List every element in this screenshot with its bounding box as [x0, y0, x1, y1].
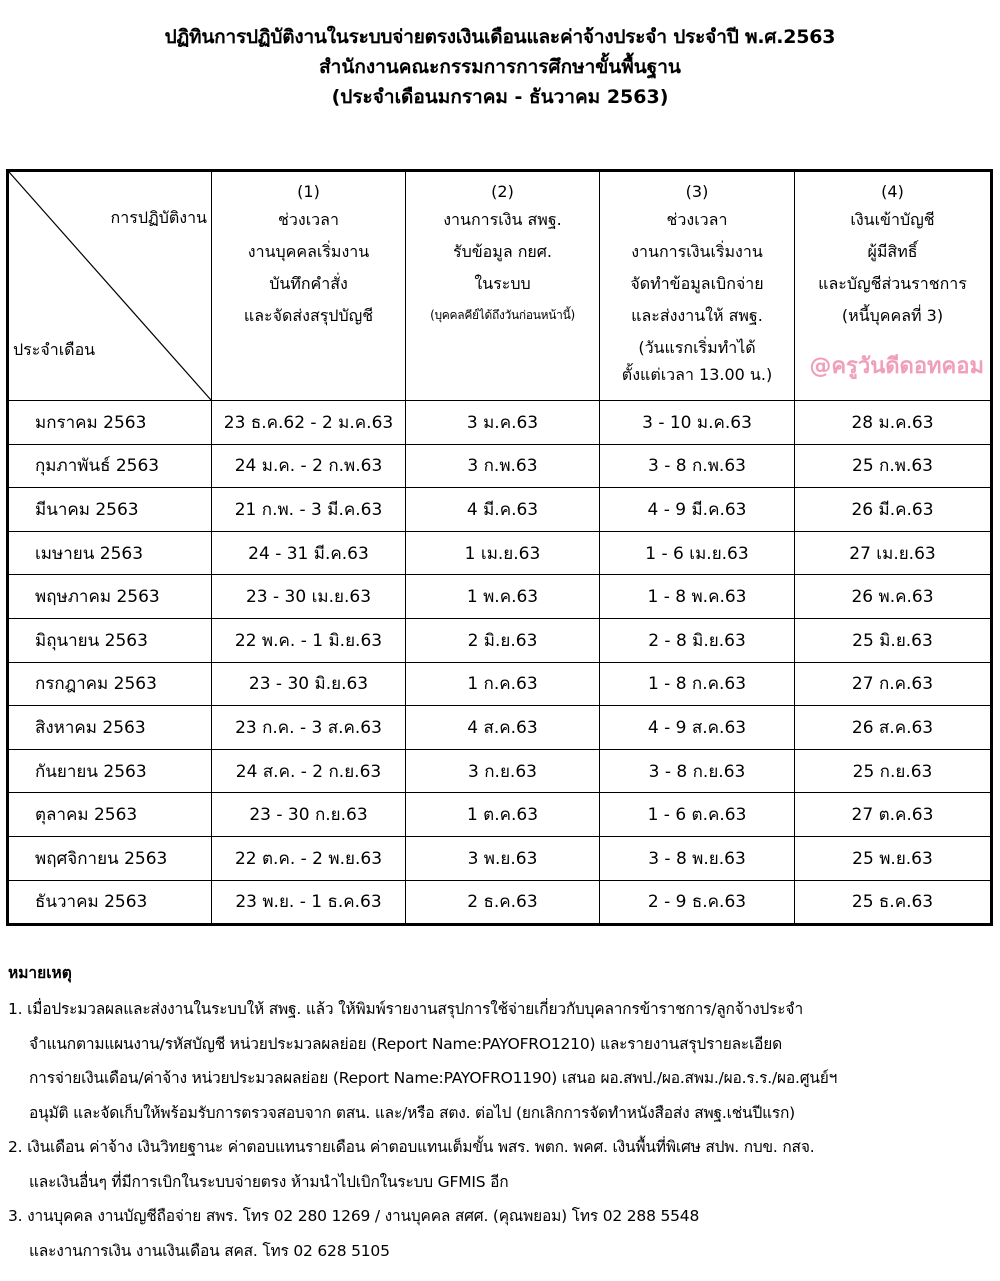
note-line: และงานการเงิน งานเงินเดือน สคส. โทร 02 628 5105 — [29, 1241, 390, 1260]
column-2-cell: 2 ธ.ค.63 — [406, 880, 600, 925]
column-2-cell: 3 ก.พ.63 — [406, 444, 600, 488]
column-1-cell: 23 - 30 มิ.ย.63 — [212, 662, 406, 706]
column-header-3 — [600, 171, 795, 401]
column-header-line: และส่งงานให้ สพฐ. — [631, 306, 763, 325]
column-3-cell: 3 - 10 ม.ค.63 — [600, 401, 795, 445]
column-4-cell: 25 มิ.ย.63 — [795, 618, 992, 662]
column-2-cell: 2 มิ.ย.63 — [406, 618, 600, 662]
notes-heading: หมายเหตุ — [8, 964, 72, 982]
month-cell: สิงหาคม 2563 — [8, 706, 212, 750]
table-row — [8, 531, 992, 575]
column-1-cell: 24 - 31 มี.ค.63 — [212, 531, 406, 575]
column-4-cell: 25 ธ.ค.63 — [795, 880, 992, 925]
month-cell: พฤศจิกายน 2563 — [8, 836, 212, 880]
column-3-cell: 4 - 9 มี.ค.63 — [600, 488, 795, 532]
column-header-line: จัดทำข้อมูลเบิกจ่าย — [630, 274, 764, 293]
month-cell: ธันวาคม 2563 — [8, 880, 212, 925]
column-4-cell: 25 ก.ย.63 — [795, 749, 992, 793]
table-row — [8, 488, 992, 532]
column-header-line: ในระบบ — [474, 274, 531, 293]
column-2-cell: 1 เม.ย.63 — [406, 531, 600, 575]
table-row — [8, 880, 992, 925]
column-header-line: ช่วงเวลา — [278, 210, 339, 229]
column-2-cell: 1 ต.ค.63 — [406, 793, 600, 837]
note-line: การจ่ายเงินเดือน/ค่าจ้าง หน่วยประมวลผลย่อย (Report Name:PAYOFRO1190) เสนอ ผอ.สพป./ผอ.สพม./ผอ.ร.ร./ผอ.ศูนย์ฯ — [29, 1069, 838, 1087]
column-3-cell: 3 - 8 พ.ย.63 — [600, 836, 795, 880]
column-header-line: และบัญชีส่วนราชการ — [818, 274, 967, 293]
table-row — [8, 575, 992, 619]
column-2-cell: 4 ส.ค.63 — [406, 706, 600, 750]
column-number: (1) — [297, 182, 320, 201]
column-header-line: (หนี้บุคคลที่ 3) — [841, 306, 944, 325]
column-4-cell: 27 ก.ค.63 — [795, 662, 992, 706]
month-cell: มีนาคม 2563 — [8, 488, 212, 532]
month-cell: มกราคม 2563 — [8, 401, 212, 445]
column-1-cell: 23 - 30 ก.ย.63 — [212, 793, 406, 837]
organization-name: สำนักงานคณะกรรมการการศึกษาขั้นพื้นฐาน — [319, 56, 681, 78]
period-subtitle: (ประจำเดือนมกราคม - ธันวาคม 2563) — [331, 86, 669, 108]
column-1-cell: 23 - 30 เม.ย.63 — [212, 575, 406, 619]
column-1-cell: 22 พ.ค. - 1 มิ.ย.63 — [212, 618, 406, 662]
note-line: อนุมัติ และจัดเก็บให้พร้อมรับการตรวจสอบจาก ตสน. และ/หรือ สตง. ต่อไป (ยกเลิกการจัดทำหนังสือส่ง สพฐ.เช่นปีแรก) — [29, 1103, 796, 1122]
column-1-cell: 24 ส.ค. - 2 ก.ย.63 — [212, 749, 406, 793]
column-4-cell: 26 มี.ค.63 — [795, 488, 992, 532]
column-3-cell: 1 - 8 พ.ค.63 — [600, 575, 795, 619]
column-2-cell: 3 ม.ค.63 — [406, 401, 600, 445]
note-line: และเงินอื่นๆ ที่มีการเบิกในระบบจ่ายตรง ห้ามนำไปเบิกในระบบ GFMIS อีก — [29, 1172, 509, 1191]
column-3-cell: 1 - 6 เม.ย.63 — [600, 531, 795, 575]
column-header-line: งานการเงินเริ่มงาน — [631, 242, 763, 261]
column-number: (4) — [881, 182, 904, 201]
month-cell: ตุลาคม 2563 — [8, 793, 212, 837]
month-cell: เมษายน 2563 — [8, 531, 212, 575]
column-4-cell: 26 พ.ค.63 — [795, 575, 992, 619]
column-4-cell: 25 ก.พ.63 — [795, 444, 992, 488]
column-header-line: งานการเงิน สพฐ. — [443, 210, 562, 229]
column-header-line: (วันแรกเริ่มทำได้ — [638, 338, 756, 357]
column-number: (3) — [685, 182, 709, 201]
schedule-table — [6, 169, 993, 926]
note-line: 1. เมื่อประมวลผลและส่งงานในระบบให้ สพฐ. แล้ว ให้พิมพ์รายงานสรุปการใช้จ่ายเกี่ยวกับบุคลากรข้าราชการ/ลูกจ้างประจำ — [8, 1000, 803, 1018]
column-3-cell: 1 - 6 ต.ค.63 — [600, 793, 795, 837]
column-1-cell: 21 ก.พ. - 3 มี.ค.63 — [212, 488, 406, 532]
month-cell: กุมภาพันธ์ 2563 — [8, 444, 212, 488]
month-cell: กรกฎาคม 2563 — [8, 662, 212, 706]
column-3-cell: 4 - 9 ส.ค.63 — [600, 706, 795, 750]
column-header-line: และจัดส่งสรุปบัญชี — [243, 306, 374, 325]
column-1-cell: 24 ม.ค. - 2 ก.พ.63 — [212, 444, 406, 488]
column-4-cell: 28 ม.ค.63 — [795, 401, 992, 445]
table-row — [8, 618, 992, 662]
month-cell: มิถุนายน 2563 — [8, 618, 212, 662]
table-header-row — [8, 171, 992, 401]
month-cell: พฤษภาคม 2563 — [8, 575, 212, 619]
column-header-line: บันทึกคำสั่ง — [269, 274, 348, 293]
column-2-cell: 3 พ.ย.63 — [406, 836, 600, 880]
table-row — [8, 444, 992, 488]
column-3-cell: 1 - 8 ก.ค.63 — [600, 662, 795, 706]
corner-header-cell — [8, 171, 212, 401]
table-row — [8, 662, 992, 706]
table-body — [8, 401, 992, 925]
column-header-line: ช่วงเวลา — [666, 210, 728, 229]
column-header-line: ผู้มีสิทธิ์ — [867, 242, 918, 261]
column-4-cell: 27 เม.ย.63 — [795, 531, 992, 575]
column-1-cell: 22 ต.ค. - 2 พ.ย.63 — [212, 836, 406, 880]
column-2-cell: 4 มี.ค.63 — [406, 488, 600, 532]
column-1-cell: 23 พ.ย. - 1 ธ.ค.63 — [212, 880, 406, 925]
column-header-4 — [795, 171, 992, 401]
column-header-2 — [406, 171, 600, 401]
month-cell: กันยายน 2563 — [8, 749, 212, 793]
note-line: 2. เงินเดือน ค่าจ้าง เงินวิทยฐานะ ค่าตอบแทนรายเดือน ค่าตอบแทนเต็มขั้น พสร. พตก. พคศ. เงินพื้นที่พิเศษ สปพ. กบข. กสจ. — [8, 1138, 815, 1156]
column-3-cell: 3 - 8 ก.ย.63 — [600, 749, 795, 793]
column-header-1 — [212, 171, 406, 401]
column-2-cell: 1 ก.ค.63 — [406, 662, 600, 706]
document-title: ปฏิทินการปฏิบัติงานในระบบจ่ายตรงเงินเดือนและค่าจ้างประจำ ประจำปี พ.ศ.2563 — [164, 26, 836, 48]
column-header-line: รับข้อมูล กยศ. — [452, 242, 553, 261]
table-row — [8, 706, 992, 750]
column-3-cell: 3 - 8 ก.พ.63 — [600, 444, 795, 488]
corner-label-month: ประจำเดือน — [13, 340, 96, 359]
column-header-line: เงินเข้าบัญชี — [850, 210, 935, 229]
column-header-line: งานบุคคลเริ่มงาน — [247, 242, 370, 261]
column-2-cell: 1 พ.ค.63 — [406, 575, 600, 619]
table-row — [8, 749, 992, 793]
column-number: (2) — [491, 182, 514, 201]
column-3-cell: 2 - 9 ธ.ค.63 — [600, 880, 795, 925]
watermark: @ครูวันดีดอทคอม — [809, 354, 984, 379]
column-1-cell: 23 ก.ค. - 3 ส.ค.63 — [212, 706, 406, 750]
column-3-cell: 2 - 8 มิ.ย.63 — [600, 618, 795, 662]
table-row — [8, 401, 992, 445]
note-line: 3. งานบุคคล งานบัญชีถือจ่าย สพร. โทร 02 280 1269 / งานบุคคล สศศ. (คุณพยอม) โทร 02 288 5548 — [8, 1207, 700, 1225]
column-4-cell: 27 ต.ค.63 — [795, 793, 992, 837]
table-row — [8, 836, 992, 880]
column-4-cell: 25 พ.ย.63 — [795, 836, 992, 880]
table-row — [8, 793, 992, 837]
column-2-cell: 3 ก.ย.63 — [406, 749, 600, 793]
document-title-block — [0, 22, 1000, 112]
note-line: จำแนกตามแผนงาน/รหัสบัญชี หน่วยประมวลผลย่อย (Report Name:PAYOFRO1210) และรายงานสรุปรายละเอียด — [29, 1034, 782, 1053]
column-header-note: (บุคคลคีย์ได้ถึงวันก่อนหน้านี้) — [430, 308, 575, 322]
corner-label-activity: การปฏิบัติงาน — [110, 208, 207, 227]
notes-section — [8, 958, 992, 1268]
column-1-cell: 23 ธ.ค.62 - 2 ม.ค.63 — [212, 401, 406, 445]
column-4-cell: 26 ส.ค.63 — [795, 706, 992, 750]
column-header-line: ตั้งแต่เวลา 13.00 น.) — [621, 365, 773, 384]
